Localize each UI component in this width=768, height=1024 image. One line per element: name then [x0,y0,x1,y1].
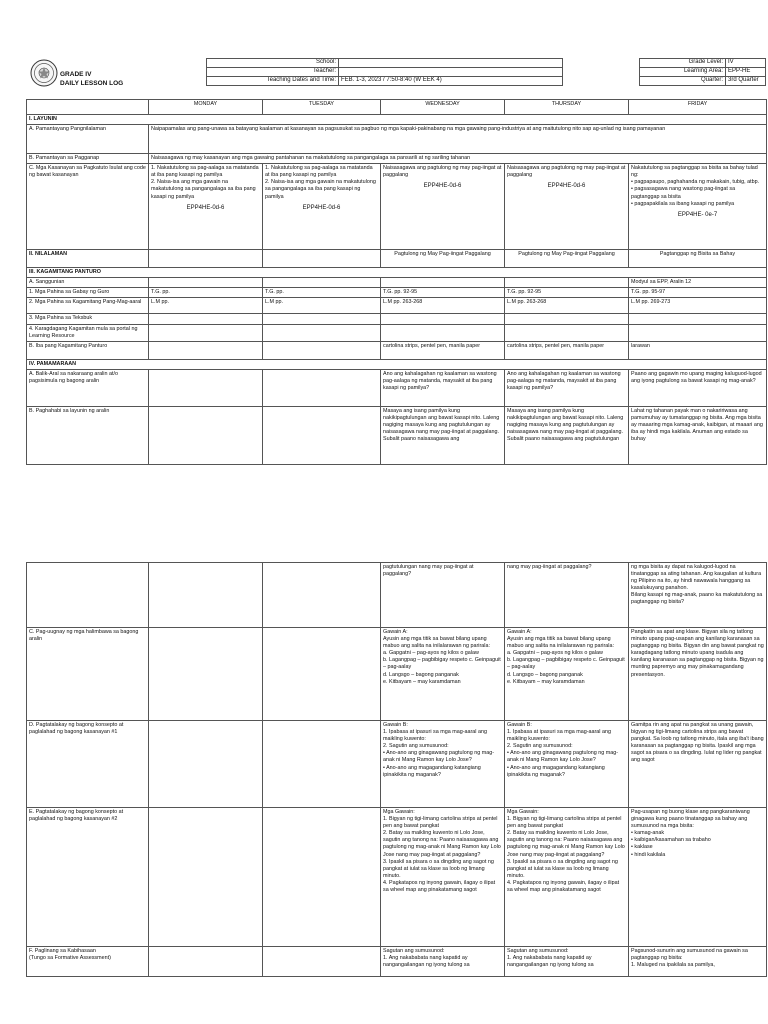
teaching-dates-value: FEB. 1-3, 2023 / 7:50-8:40 (W EEK 4) [339,77,563,86]
gabay-friday: T.G. pp. 95-97 [629,288,767,298]
header-info-table [206,58,766,86]
row-label-pagtatalakay-2: E. Pagtatalakay ng bagong konsepto at paglalahad ng bagong kasanayan #2 [27,808,149,947]
gabay-monday: T.G. pp. [149,288,263,298]
row-label-kagamitang-pang-mag-aaral: 2. Mga Pahina sa Kagamitang Pang-Mag-aaral [27,298,149,314]
gabay-wednesday: T.G. pp. 92-95 [381,288,505,298]
nilalaman-friday: Pagtanggap ng Bisita sa Bahay [629,250,767,268]
grade-title: GRADE IV [60,71,92,78]
paghahabi-cont-wednesday: pagtutulungan nang may pag-iingat at paggalang? [381,563,505,628]
row-label-pagtatalakay-1: D. Pagtatalakay ng bagong konsepto at paglalahad ng bagong kasanayan #1 [27,721,149,808]
row-label-teksbuk: 3. Mga Pahina sa Teksbuk [27,314,149,324]
paglinang-friday: Pagsunod-sunurin ang sumusunod na gawain sa pagtanggap ng bisita: 1. Maluged na ipakilala sa pamilya, [629,947,767,977]
kasanayan-tuesday: 1. Nakatutulong sa pag-aalaga sa matatanda at iba pang kasapi ng pamilya 2. Naisa-isa ang mga gawain na makatutulong sa pangangalaga sa iba pang kasapi ng pamilya EPP4HE-0d-6 [263,164,381,250]
row-label-sanggunian: A. Sanggunian [27,278,149,288]
day-header-wednesday: WEDNESDAY [381,100,505,115]
row-label-gabay-ng-guro: 1. Mga Pahina sa Gabay ng Guro [27,288,149,298]
teaching-dates-label: Teaching Dates and Time: [207,77,339,86]
row-label-karagdagang-kagamitan: 4. Karagdagang Kagamitan mula sa portal ng Learning Resource [27,324,149,341]
code-monday: EPP4HE-0d-6 [186,204,225,211]
paghahabi-cont-friday: ng mga bisita ay dapat na kalugod-lugod na tinatanggap sa ating tahanan. Ang kaugalian at kultura ng Pilipino na ito, ay hindi nawawala hanggang sa kasalukuyang panahon. Bilang kasapi ng mag-anak, paano ka makatutulong sa pagtanggap ng bisita? [629,563,767,628]
pagtatalakay-1-thursday: Gawain B: 1. Ipabasa at ipasuri sa mga mag-aaral ang maikling kuwento: 2. Sagutin ang sumusunod: • Ano-ano ang ginagawang pagtulong ng mag-anak ni Mang Ramon kay Lolo Jose? • Ano-ano ang magagandang katangiang ipinakikita ng maganak? [505,721,629,808]
row-label-balik-aral: A. Balik-Aral sa nakaraang aralin at/o pagsisimula ng bagong aralin [27,369,149,406]
nilalaman-thursday: Pagtulong ng May Pag-iingat Paggalang [505,250,629,268]
school-label: School: [207,59,339,68]
code-tuesday: EPP4HE-0d-6 [302,204,341,211]
section-layunin: I. LAYUNIN [27,115,767,125]
iba-friday: larawan [629,341,767,359]
teacher-value [339,68,563,77]
lm-friday: L.M pp. 269-273 [629,298,767,314]
pamantayang-pangnilalaman-text: Naipapamalas ang pang-unawa sa batayang kaalaman at kasanayan sa pagsusukat sa pagbuo ng mga kapaki-pakinabang na mga gawaing pang-industriya at ang maitutulong nito sap ag-unlad ng isang pamayanan [149,125,767,154]
school-value [339,59,563,68]
pag-uugnay-thursday: Gawain A: Ayusin ang mga titik sa bawat bilang upang mabuo ang salita na inilalarawan ng parirala: a. Gapgatni – pag-ayos ng kilos o galaw b. Lagangpag – pagbibigay respeto c. Geinpaguit – pag-aalay d. Langsgo – bagong panganak e. Kitbayam – may karamdaman [505,628,629,721]
balik-aral-friday: Paano ang gagawin mo upang maging kaluguod-lugod ang iyong pagtulong sa bawat kasapi ng mag-anak? [629,369,767,406]
lesson-log-table-page-2 [26,562,767,977]
iba-thursday: cartolina strips, pentel pen, manila paper [505,341,629,359]
pag-uugnay-wednesday: Gawain A: Ayusin ang mga titik sa bawat bilang upang mabuo ang salita na inilalarawan ng parirala: a. Gapgatni – pag-ayos ng kilos o galaw b. Lagangpag – pagbibigay respeto c. Geinpaguit – pag-aalay d. Langsgo – bagong panganak e. Kitbayam – may karamdaman [381,628,505,721]
kasanayan-friday: Nakatutulong sa pagtanggap sa bisita sa bahay tulad ng: • pagpapaupo, paghahanda ng makakain, tubig, atbp. • pagsasagawa nang wastong pag-iingat sa pagtanggap sa bisita • pagpapakilala sa ibang kasapi ng pamilya EPP4HE- 0e-7 [629,164,767,250]
kasanayan-thursday: Naisasagawa ang pagtulong ng may pag-iingat at paggalang EPP4HE-0d-6 [505,164,629,250]
pagtatalakay-2-wednesday: Mga Gawain: 1. Bigyan ng tigi-limang cartolina strips at pentel pen ang bawat pangkat 2. Batay sa maikling kuwento ni Lolo Jose, sagutin ang tanong na: Paano naisasagawa ang pagtulong ng mag-anak ni Mang Ramon kay Lolo Jose nang may pag-iingat at paggalang? 3. Ipaskil sa pisara o sa dingding ang sagot ng pangkat at iulat sa klase sa loob ng limang minuto. 4. Pagkatapos ng inyong gawain, ilagay o ilipat sa wheel map ang pinakatamang sagot [381,808,505,947]
deped-seal-icon [30,59,58,87]
row-label-paghahabi: B. Paghahabi sa layunin ng aralin [27,406,149,464]
lm-monday: L.M pp. [149,298,263,314]
lesson-log-table-page-1 [26,99,767,465]
pagtatalakay-2-thursday: Mga Gawain: 1. Bigyan ng tigi-limang cartolina strips at pentel pen ang bawat pangkat 2. Batay sa maikling kuwento ni Lolo Jose, sagutin ang tanong na: Paano naisasagawa ang pagtulong ng mag-anak ni Mang Ramon kay Lolo Jose nang may pag-iingat at paggalang? 3. Ipaskil sa pisara o sa dingding ang sagot ng pangkat at iulat sa klase sa loob ng limang minuto. 4. Pagkatapos ng inyong gawain, ilagay o ilipat sa wheel map ang pinakatamang sagot [505,808,629,947]
balik-aral-wednesday: Ano ang kahalagahan ng kaalaman sa wastong pag-aalaga ng matanda, maysakit at iba pang kasapi ng pamilya? [381,369,505,406]
day-header-friday: FRIDAY [629,100,767,115]
paglinang-thursday: Sagutan ang sumusunod: 1. Ang nakababata nang kapatid ay nangangailangan ng iyong tulong sa [505,947,629,977]
section-kagamitang-panturo: III. KAGAMITANG PANTURO [27,268,767,278]
row-label-pamantayang-pangnilalaman: A. Pamantayang Pangnilalaman [27,125,149,154]
paghahabi-friday: Lahat ng tahanan payak man o nakaririwasa ang pamumuhay ay tumatanggap ng bisita. Ang mga bisita ay maaaring mga kamag-anak, kaibigan, at maaari ang iba ay hindi mga kakilala. Anuman ang estado sa buhay [629,406,767,464]
paghahabi-thursday: Masaya ang isang pamilya kung nakikipagtulungan ang bawat kasapi nito. Laleng nagiging masaya kung ang pagtutulungan ay naisasagawa nang may pag-iingat at paggalang. Subalit paano naisasagawa ang pagtutulungan [505,406,629,464]
row-label-kasanayan: C. Mga Kasanayan sa Pagkatuto Isulat ang code ng bawat kasanayan [27,164,149,250]
section-nilalaman: II. NILALAMAN [27,250,149,268]
lm-wednesday: L.M pp. 263-268 [381,298,505,314]
day-header-monday: MONDAY [149,100,263,115]
row-label-paglinang: F. Paglinang sa Kabihasaan (Tungo sa Formative Assessment) [27,947,149,977]
gabay-tuesday: T.G. pp. [263,288,381,298]
paghahabi-cont-thursday: nang may pag-iingat at paggalang? [505,563,629,628]
code-thursday: EPP4HE-0d-6 [547,183,586,190]
nilalaman-wednesday: Pagtulong ng May Pag-iingat Paggalang [381,250,505,268]
learning-area-value: EPP-HE [726,68,766,77]
learning-area-label: Learning Area: [640,68,726,77]
paglinang-wednesday: Sagutan ang sumusunod: 1. Ang nakababata nang kapatid ay nangangailangan ng iyong tulong sa [381,947,505,977]
pagtatalakay-2-friday: Pag-usapan ng buong klase ang pangkaraniwang ginagawa kung paano tinatanggap sa bahay ang sumusunod na mga bisita: • kamag-anak • kaibigan/kasamahan sa trabaho • kaklase • hindi kakilala [629,808,767,947]
pag-uugnay-friday: Pangkatin sa apat ang klase. Bigyan sila ng tatlong minuto upang pag-usapan ang kanilang karanasan sa pagtanggap ng bisita. Bigyan din ang bawat pangkat ng karagdagang tatlong minuto upang isadula ang kanilang karanasan sa pagtanggap ng bisita. Bigyan ng munting papremyo ang may pinakamagandang presentasyon. [629,628,767,721]
day-header-thursday: THURSDAY [505,100,629,115]
quarter-value: 3rd Quarter [726,77,766,86]
dll-title: DAILY LESSON LOG [60,80,124,87]
kasanayan-wednesday: Naisasagawa ang pagtulong ng may pag-iingat at paggalang EPP4HE-0d-6 [381,164,505,250]
pamantayan-sa-pagganap-text: Naisasagawa ng may kasanayan ang mga gawaing pantahanan na makatutulong sa pangangalaga sa pansarili at ng sariling tahanan [149,154,767,164]
dll-header [26,58,766,90]
sanggunian-friday: Modyul sa EPP, Aralin 12 [629,278,767,288]
lm-tuesday: L.M pp. [263,298,381,314]
gabay-thursday: T.G. pp. 92-95 [505,288,629,298]
paghahabi-wednesday: Masaya ang isang pamilya kung nakikipagtulungan ang bawat kasapi nito. Laleng nagiging masaya kung ang pagtutulungan ay naisasagawa nang may pag-iingat at paggalang. Subalit paano naisasagawa ang [381,406,505,464]
day-header-tuesday: TUESDAY [263,100,381,115]
iba-wednesday: cartolina strips, pentel pen, manila paper [381,341,505,359]
section-pamamaraan: IV. PAMAMARAAN [27,359,767,369]
page-2 [0,540,768,1024]
row-label-pag-uugnay: C. Pag-uugnay ng mga halimbawa sa bagong aralin [27,628,149,721]
kasanayan-monday: 1. Nakatutulong sa pag-aalaga sa matatanda at iba pang kasapi ng pamilya 2. Naisa-isa ang mga gawain na makatutulong sa pangangalaga sa iba pang kasapi ng pamilya EPP4HE-0d-6 [149,164,263,250]
row-label-pamantayan-sa-pagganap: B. Pamantayan sa Pagganap [27,154,149,164]
row-label-iba-pang-kagamitan: B. Iba pang Kagamitang Panturo [27,341,149,359]
code-friday: EPP4HE- 0e-7 [677,211,718,218]
quarter-label: Quarter: [640,77,726,86]
pagtatalakay-1-wednesday: Gawain B: 1. Ipabasa at ipasuri sa mga mag-aaral ang maikling kuwento: 2. Sagutin ang sumusunod: • Ano-ano ang ginagawang pagtulong ng mag-anak ni Mang Ramon kay Lolo Jose? • Ano-ano ang magagandang katangiang ipinakikita ng maganak? [381,721,505,808]
page-1 [0,0,768,486]
code-wednesday: EPP4HE-0d-6 [423,183,462,190]
grade-level-value: IV [726,59,766,68]
pagtatalakay-1-friday: Gamitpa rin ang apat na pangkat sa unang gawain, bigyan ng tigi-limang cartolina strips ang bawat pangkat. Sa loob ng tatlong minuto, itala ang iba't ibang karanasan sa pagtanggap ng bisita. Ipaskil ang mga sagot sa pisara o sa dingding. Iulat ng lider ng pangkat ang sagot [629,721,767,808]
balik-aral-thursday: Ano ang kahalagahan ng kaalaman sa wastong pag-aalaga ng matanda, maysakit at iba pang kasapi ng pamilya? [505,369,629,406]
lm-thursday: L.M pp. 263-268 [505,298,629,314]
grade-level-label: Grade Level: [640,59,726,68]
teacher-label: Teacher: [207,68,339,77]
